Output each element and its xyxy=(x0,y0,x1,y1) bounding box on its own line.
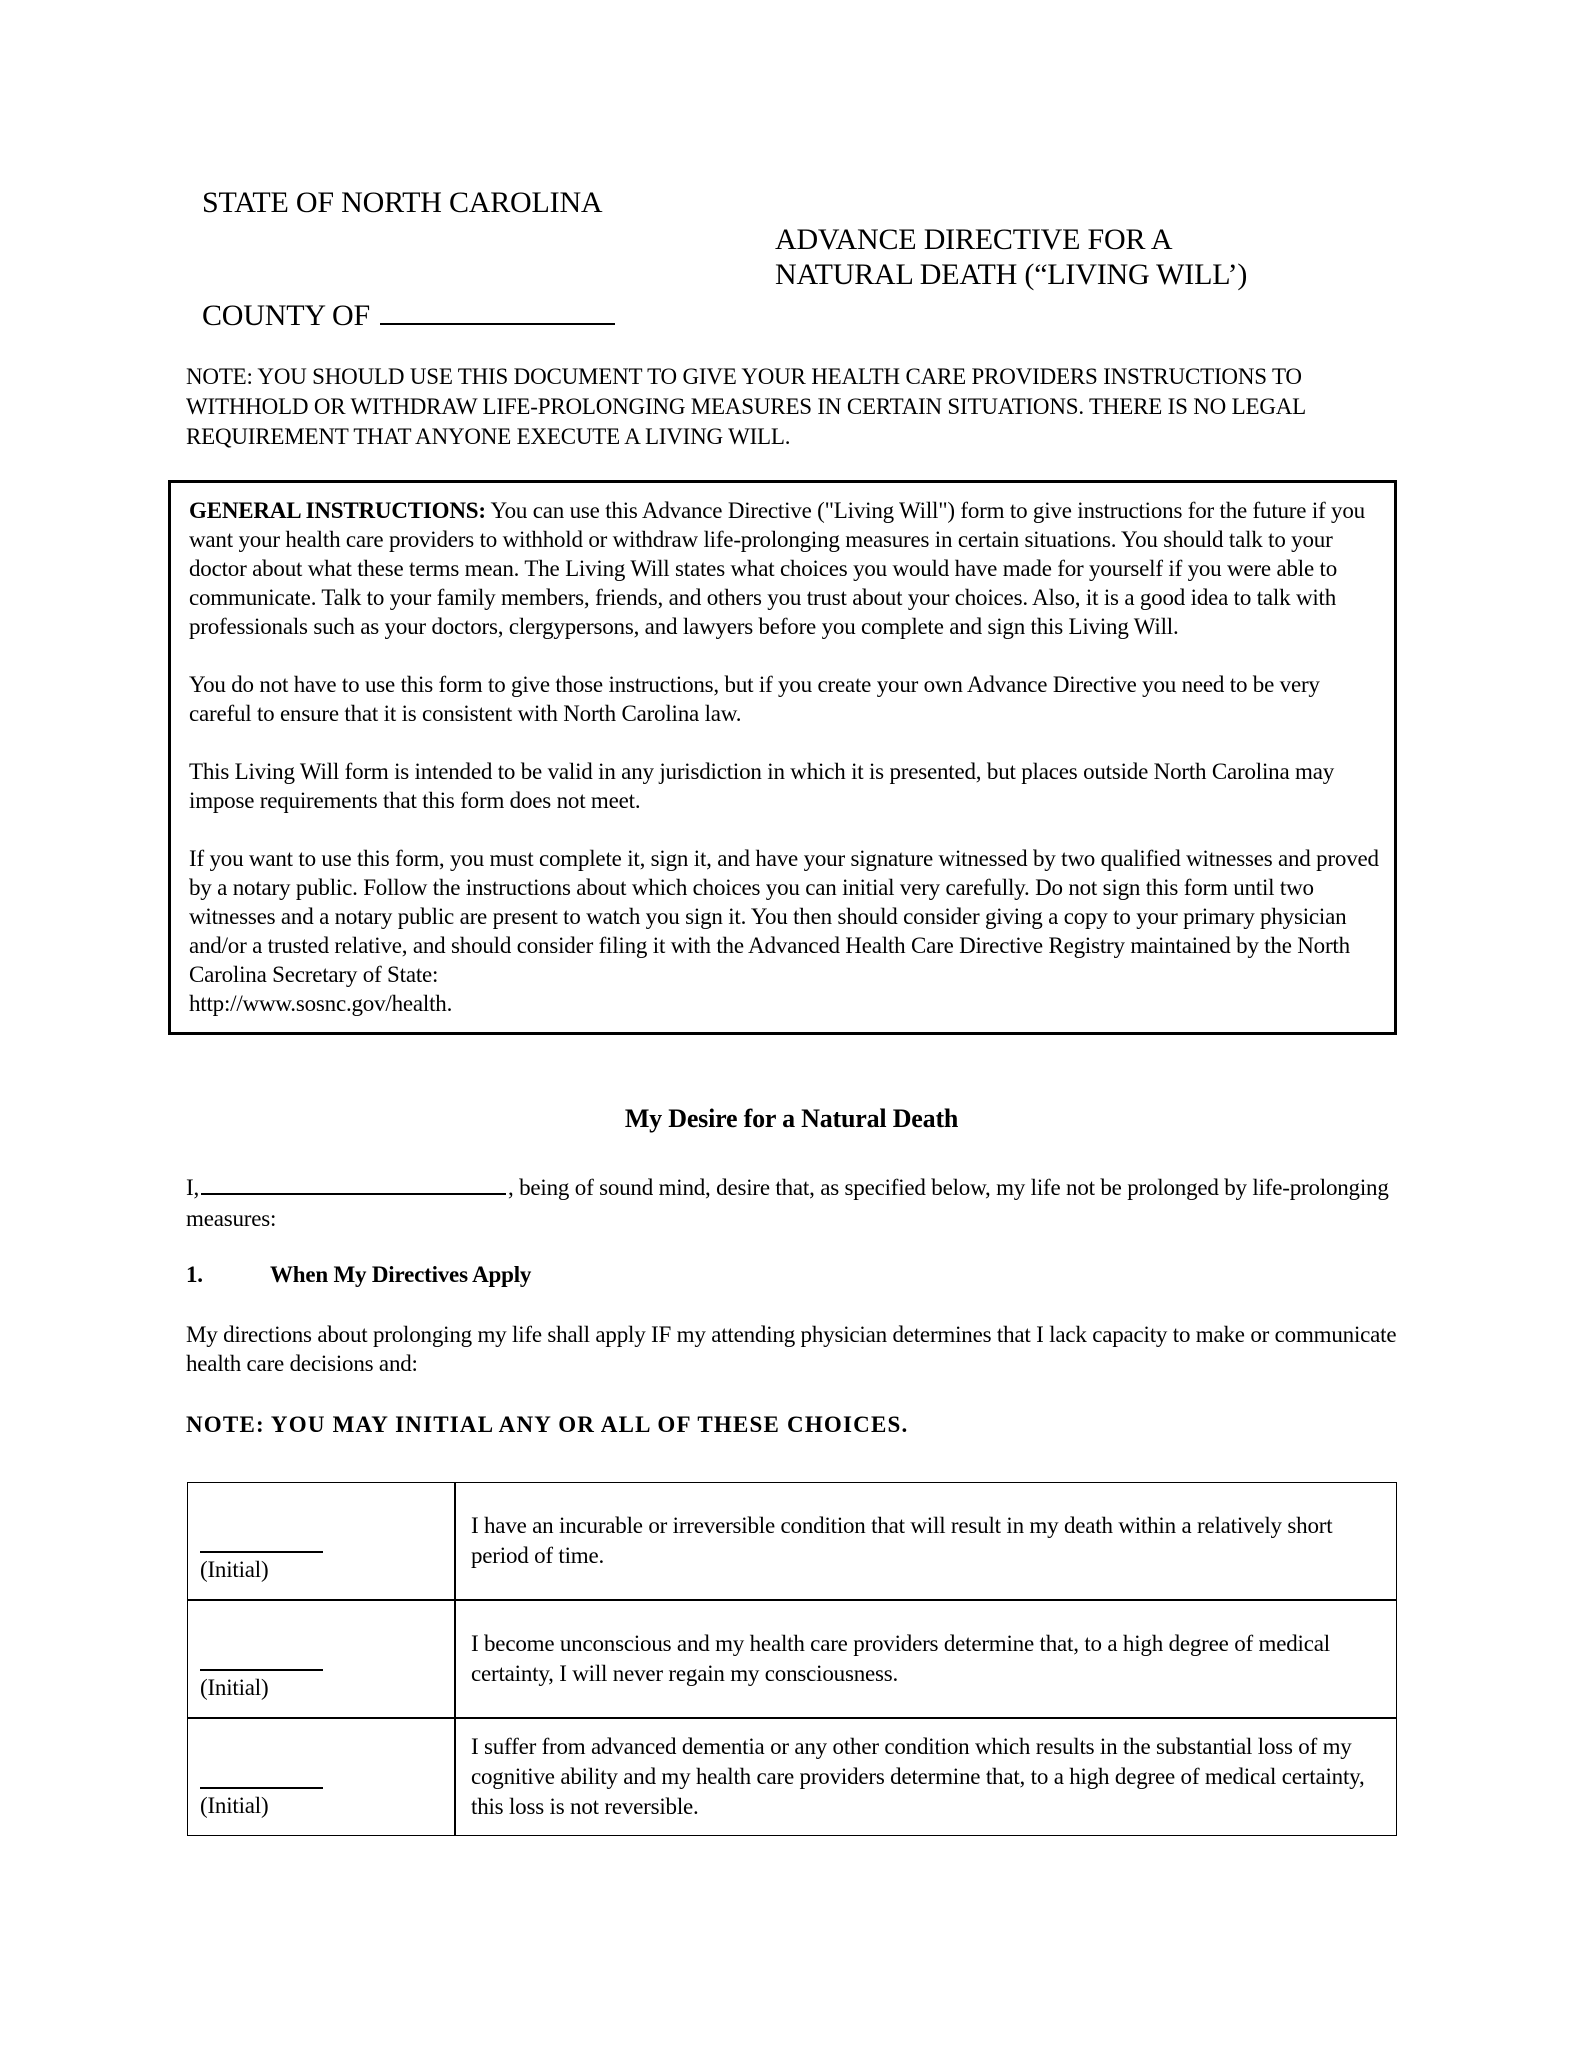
initial-blank-field[interactable] xyxy=(200,1773,323,1789)
general-instructions-box xyxy=(168,480,1397,1035)
initial-choices-note: NOTE: YOU MAY INITIAL ANY OR ALL OF THESE CHOICES. xyxy=(186,1412,909,1437)
initial-cell xyxy=(187,1718,455,1836)
declarant-name-field[interactable] xyxy=(201,1170,506,1195)
county-blank-field[interactable] xyxy=(380,293,615,325)
general-instructions-heading: GENERAL INSTRUCTIONS: xyxy=(189,498,486,523)
note-paragraph: NOTE: YOU SHOULD USE THIS DOCUMENT TO GIVE YOUR HEALTH CARE PROVIDERS INSTRUCTIONS TO WITHHOLD OR WITHDRAW LIFE-PROLONGING MEASURES IN CERTAIN SITUATIONS. THERE IS NO LEGAL REQUIREMENT THAT ANYONE EXECUTE A LIVING WILL. xyxy=(186,364,1306,449)
initial-label: (Initial) xyxy=(200,1675,269,1700)
initial-cell xyxy=(187,1600,455,1718)
choice-row xyxy=(187,1718,1397,1836)
section-1-heading xyxy=(186,1262,531,1288)
general-instructions-paragraph-3: This Living Will form is intended to be valid in any jurisdiction in which it is presented, but places outside North Carolina may impose requirements that this form does not meet. xyxy=(189,759,1335,813)
initial-blank-field[interactable] xyxy=(200,1537,323,1553)
section-heading-natural-death: My Desire for a Natural Death xyxy=(624,1104,959,1133)
choices-table-body xyxy=(187,1482,1397,1836)
document-title xyxy=(775,222,1247,292)
general-instructions-paragraph-4: If you want to use this form, you must complete it, sign it, and have your signature witnessed by two qualified witnesses and proved by a notary public. Follow the instructions about which choices you can initial very carefully. Do not sign this form until two witnesses and a notary public are present to watch you sign it. You then should consider giving a copy to your primary physician and/or a trusted relative, and should consider filing it with the Advanced Health Care Directive Registry maintained by the North Carolina Secretary of State: xyxy=(189,846,1379,987)
declaration-suffix: , being of sound mind, desire that, as specified below, my life not be prolonged by life-prolonging measures: xyxy=(186,1175,1389,1231)
document-title-line1: ADVANCE DIRECTIVE FOR A xyxy=(775,223,1173,256)
section-1-number: 1. xyxy=(186,1262,203,1287)
state-line: STATE OF NORTH CAROLINA xyxy=(202,186,603,219)
declaration-prefix: I, xyxy=(186,1175,200,1200)
general-instructions-paragraph-2: You do not have to use this form to give those instructions, but if you create your own Advance Directive you need to be very careful to ensure that it is consistent with North Carolina law. xyxy=(189,672,1320,726)
section-1-title: When My Directives Apply xyxy=(270,1262,532,1287)
declaration-sentence xyxy=(186,1170,1397,1234)
choice-row xyxy=(187,1600,1397,1718)
choices-table xyxy=(187,1482,1397,1836)
choice-text: I have an incurable or irreversible condition that will result in my death within a relatively short period of time. xyxy=(455,1482,1397,1600)
county-line xyxy=(202,293,615,333)
initial-label: (Initial) xyxy=(200,1557,269,1582)
initial-label: (Initial) xyxy=(200,1793,269,1818)
choice-text: I suffer from advanced dementia or any other condition which results in the substantial loss of my cognitive ability and my health care providers determine that, to a high degree of medical certainty, this loss is not reversible. xyxy=(455,1718,1397,1836)
registry-url[interactable]: http://www.sosnc.gov/health. xyxy=(189,991,453,1016)
document-title-line2: NATURAL DEATH (“LIVING WILL’) xyxy=(775,258,1248,291)
choice-text: I become unconscious and my health care providers determine that, to a high degree of medical certainty, I will never regain my consciousness. xyxy=(455,1600,1397,1718)
section-1-body: My directions about prolonging my life shall apply IF my attending physician determines that I lack capacity to make or communicate health care decisions and: xyxy=(186,1322,1397,1376)
initial-blank-field[interactable] xyxy=(200,1655,323,1671)
county-label: COUNTY OF xyxy=(202,299,370,332)
choice-row xyxy=(187,1482,1397,1600)
general-instructions-paragraph-1 xyxy=(189,496,1380,641)
general-instructions-body: You can use this Advance Directive ("Living Will") form to give instructions for the future if you want your health care providers to withhold or withdraw life-prolonging measures in certain situations. You should talk to your doctor about what these terms mean. The Living Will states what choices you would have made for yourself if you were able to communicate. Talk to your family members, friends, and others you trust about your choices. Also, it is a good idea to talk with professionals such as your doctors, clergypersons, and lawyers before you complete and sign this Living Will. xyxy=(189,498,1365,639)
initial-cell xyxy=(187,1482,455,1600)
